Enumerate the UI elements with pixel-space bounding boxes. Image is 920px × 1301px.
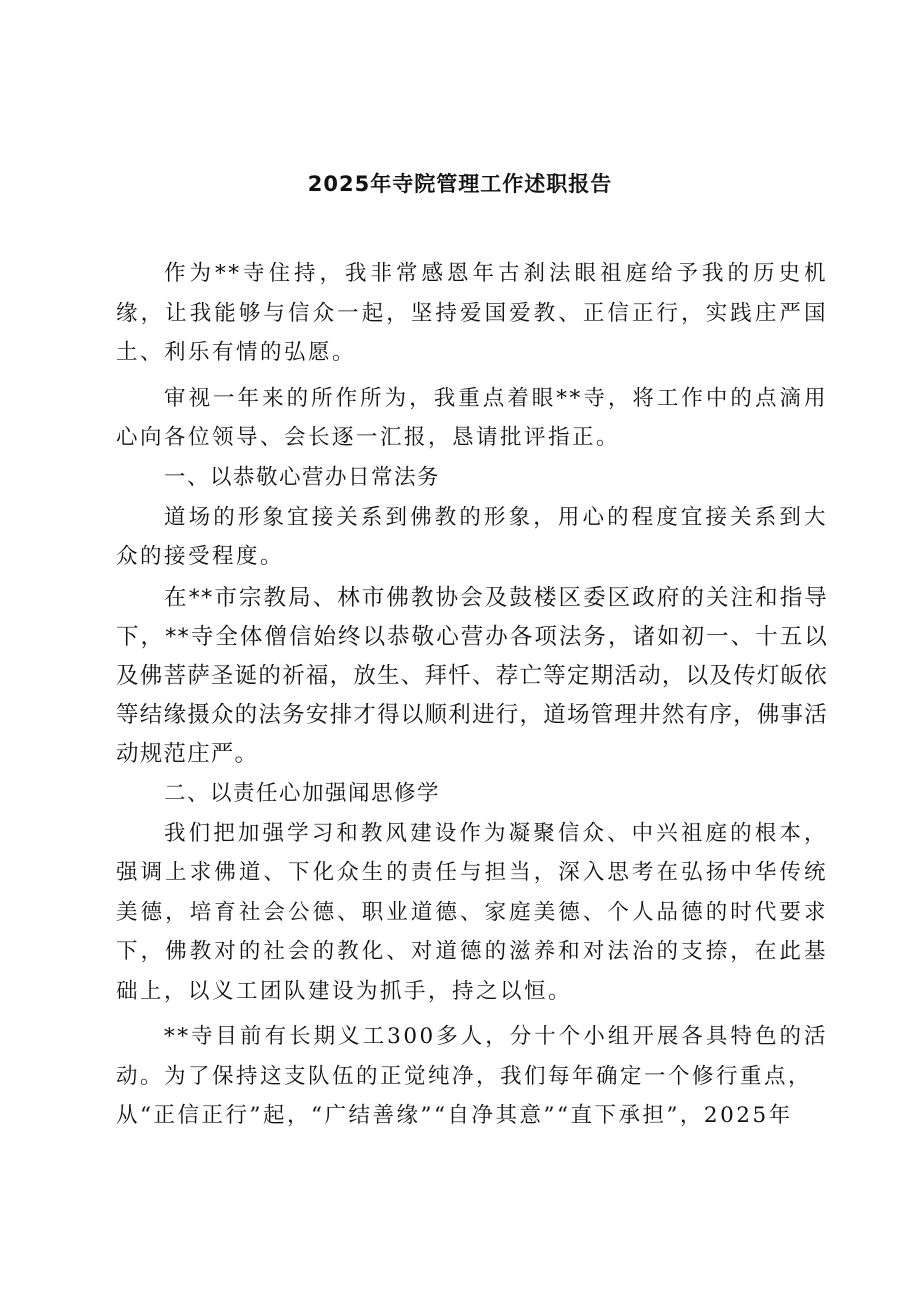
section2-paragraph-2-continued: 从“正信正行”起，“广结善缘”“自净其意”“直下承担”，2025年 xyxy=(116,1103,793,1128)
paragraph-intro-2: 审视一年来的所作所为，我重点着眼**寺，将工作中的点滴用心向各位领导、会长逐一汇报，恳请批评指正。 xyxy=(116,385,828,450)
document-title: 2025年寺院管理工作述职报告 xyxy=(307,172,613,196)
section-heading-1: 一、以恭敬心营办日常法务 xyxy=(164,464,441,490)
section2-paragraph-2: **寺目前有长期义工300多人，分十个小组开展各具特色的活动。为了保持这支队伍的正觉纯净，我们每年确定一个修行重点， xyxy=(116,1024,828,1089)
paragraph-intro-1: 作为**寺住持，我非常感恩年古刹法眼祖庭给予我的历史机缘，让我能够与信众一起，坚持爱国爱教、正信正行，实践庄严国土、利乐有情的弘愿。 xyxy=(116,261,828,365)
section-heading-2: 二、以责任心加强闻思修学 xyxy=(164,780,441,806)
section1-paragraph-1: 道场的形象宜接关系到佛教的形象，用心的程度宜接关系到大众的接受程度。 xyxy=(116,504,828,569)
document-body xyxy=(116,254,828,1136)
section2-paragraph-1: 我们把加强学习和教风建设作为凝聚信众、中兴祖庭的根本，强调上求佛道、下化众生的责任与担当，深入思考在弘扬中华传统美德，培育社会公德、职业道德、家庭美德、个人品德的时代要求下，佛教对的社会的教化、对道德的滋养和对法治的支捺，在此基础上，以义工团队建设为抓手，持之以恒。 xyxy=(116,820,828,1004)
section1-paragraph-2: 在**市宗教局、林市佛教协会及鼓楼区委区政府的关注和指导下，**寺全体僧信始终以恭敬心营办各项法务，诸如初一、十五以及佛菩萨圣诞的祈福，放生、拜忏、荐亡等定期活动，以及传灯皈依等结缘摄众的法务安排才得以顺利进行，道场管理井然有序，佛事活动规范庄严。 xyxy=(116,584,828,767)
